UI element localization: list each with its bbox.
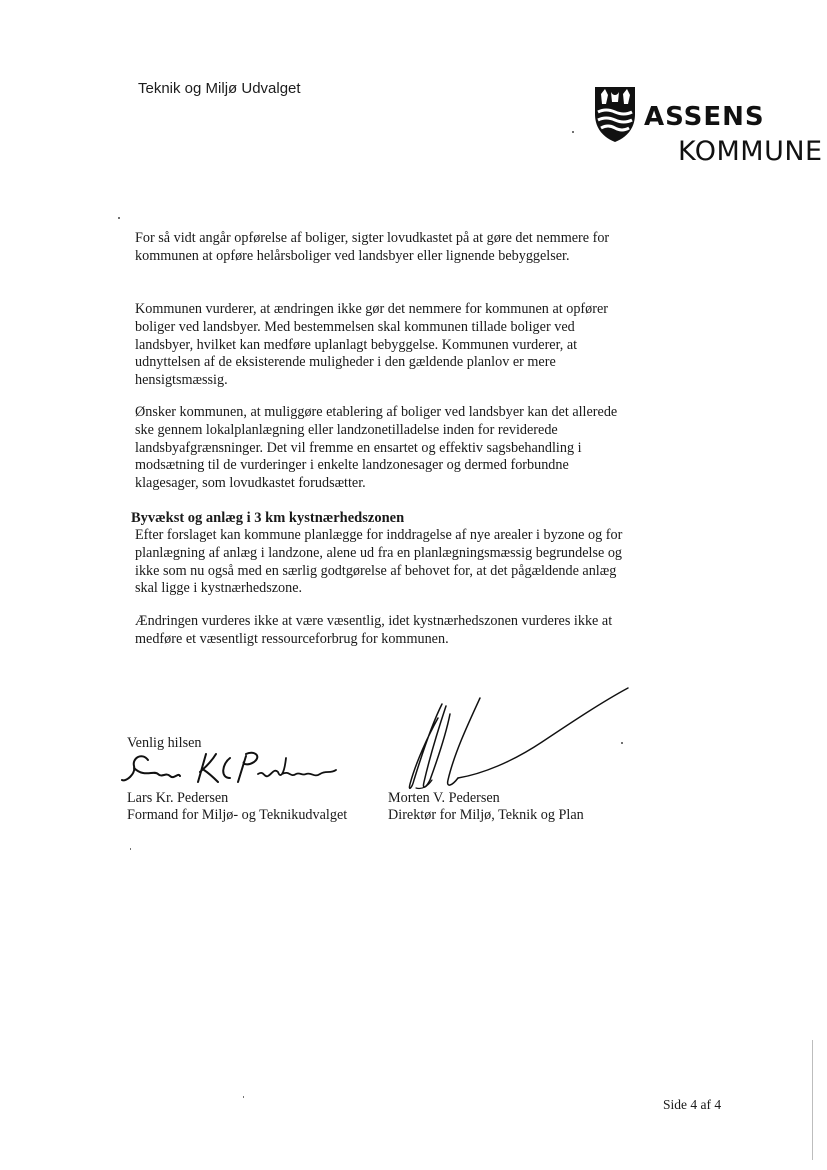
signature-lars-pedersen	[118, 748, 343, 790]
section-paragraph-2: Ændringen vurderes ikke at være væsentlig, idet kystnærhedszonen vurderes ikke at medføre et væsentligt ressourceforbrug for kommunen.	[135, 613, 613, 647]
municipality-logo	[592, 84, 822, 174]
logo-line-1: ASSENS	[644, 102, 765, 132]
signer-2-title: Direktør for Miljø, Teknik og Plan	[388, 807, 584, 823]
scan-speck	[118, 217, 120, 219]
department-name: Teknik og Miljø Udvalget	[138, 80, 301, 97]
scan-speck	[243, 1096, 244, 1098]
paragraph-2: Kommunen vurderer, at ændringen ikke gør det nemmere for kommunen at opfører boliger ved landsbyer. Med bestemmelsen skal kommunen tillade boliger ved landsbyer, hvilket kan medføre uplanlagt bebyggelse. Kommunen vurderer, at udnyttelsen af de eksisterende muligheder i den gældende planlov er mere hensigtsmæssig.	[135, 301, 608, 389]
scan-edge-line	[812, 1040, 813, 1160]
scan-speck	[130, 848, 131, 850]
paragraph-1: For så vidt angår opførelse af boliger, sigter lovudkastet på at gøre det nemmere for kommunen at opføre helårsboliger ved landsbyer eller lignende bebyggelser.	[135, 230, 610, 264]
paragraph-3: Ønsker kommunen, at muliggøre etablering af boliger ved landsbyer kan det allerede ske gennem lokalplanlægning eller landzonetilladelse inden for reviderede landsbyafgrænsninger. Det vil fremme en ensartet og effektiv sagsbehandling i modsætning til de vurderinger i enkelte landzonesager og dermed forbundne klagesager, som lovudkastet forudsætter.	[135, 404, 618, 492]
section-paragraph-1: Efter forslaget kan kommune planlægge for inddragelse af nye arealer i byzone og for planlægning af anlæg i landzone, alene ud fra en planlægningsmæssig begrundelse og ikke som nu også med en særlig godtgørelse af behovet for, at det pågældende anlæg skal ligge i kystnærhedszone.	[135, 527, 623, 597]
scan-speck	[621, 742, 623, 744]
signer-1-name: Lars Kr. Pedersen	[127, 790, 229, 806]
greeting: Venlig hilsen	[127, 735, 202, 751]
section-heading: Byvækst og anlæg i 3 km kystnærhedszonen	[131, 510, 405, 526]
scan-speck	[572, 131, 574, 133]
signature-morten-pedersen	[392, 684, 632, 796]
signer-1-title: Formand for Miljø- og Teknikudvalget	[127, 807, 348, 823]
assens-shield-icon	[592, 84, 638, 144]
signer-2-name: Morten V. Pedersen	[388, 790, 500, 806]
logo-line-2: KOMMUNE	[678, 136, 823, 167]
page-number: Side 4 af 4	[663, 1097, 722, 1112]
